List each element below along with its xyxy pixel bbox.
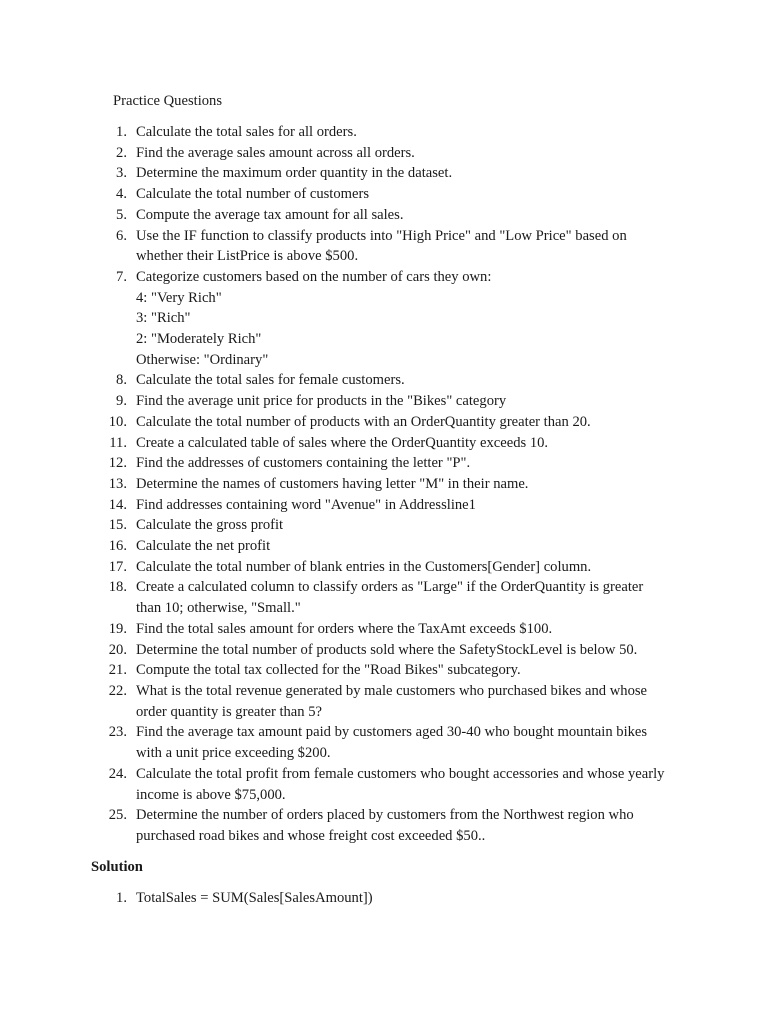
list-text: Create a calculated table of sales where the OrderQuantity exceeds 10. (136, 434, 549, 451)
list-text: Calculate the total sales for all orders. (136, 124, 357, 140)
question-item (0, 433, 670, 454)
question-item (0, 226, 670, 267)
list-text: Categorize customers based on the number of cars they own: (136, 268, 492, 285)
question-item (0, 163, 670, 184)
list-number: 16. (108, 538, 127, 555)
list-text: Use the IF function to classify products into "High Price" and "Low Price" based on whether their ListPrice is above $500. (136, 227, 627, 265)
list-number: 14. (108, 496, 127, 513)
list-number: 12. (108, 455, 127, 472)
list-number: 20. (108, 641, 127, 658)
list-text: Determine the total number of products sold where the SafetyStockLevel is below 50. (136, 641, 638, 658)
question-item (0, 619, 670, 640)
list-number: 18. (108, 579, 127, 596)
question-item (0, 391, 670, 412)
question-item (0, 412, 670, 433)
list-text: Calculate the total sales for female customers. (136, 372, 405, 389)
sub-item: 2: "Moderately Rich" (136, 331, 262, 348)
question-item (0, 453, 670, 474)
list-number: 11. (109, 434, 127, 451)
list-number: 4. (116, 186, 127, 203)
question-item (0, 495, 670, 516)
question-item (0, 764, 670, 805)
sub-item: 3: "Rich" (136, 310, 191, 327)
sub-item: 4: "Very Rich" (136, 289, 222, 306)
list-text: Find addresses containing word "Avenue" in Addressline1 (136, 496, 476, 513)
list-number: 8. (116, 372, 127, 389)
list-number: 3. (116, 165, 127, 182)
list-text: Create a calculated column to classify orders as "Large" if the OrderQuantity is greater than 10; otherwise, "Small." (136, 579, 644, 617)
solutions-list (0, 888, 670, 909)
list-text: Find the average sales amount across all orders. (136, 144, 415, 161)
list-text: Find the addresses of customers containing the letter "P". (136, 455, 471, 472)
list-text: Calculate the total number of blank entries in the Customers[Gender] column. (136, 558, 592, 575)
list-number: 25. (108, 807, 127, 824)
question-item (0, 205, 670, 226)
list-number: 17. (108, 558, 127, 575)
list-text: Calculate the total profit from female customers who bought accessories and whose yearly income is above $75,000. (136, 765, 665, 803)
question-item (0, 660, 670, 681)
question-item (0, 536, 670, 557)
list-text: Determine the names of customers having letter "M" in their name. (136, 475, 529, 492)
list-text: Calculate the total number of products with an OrderQuantity greater than 20. (136, 413, 591, 430)
question-item (0, 681, 670, 722)
question-item (0, 184, 670, 205)
question-item (0, 370, 670, 391)
list-text: Determine the maximum order quantity in the dataset. (136, 165, 453, 182)
list-number: 9. (116, 393, 127, 410)
list-text: Find the average tax amount paid by customers aged 30-40 who bought mountain bikes with a unit price exceeding $200. (136, 724, 648, 762)
sub-item: Otherwise: "Ordinary" (136, 351, 269, 368)
list-number: 19. (108, 620, 127, 637)
list-text: TotalSales = SUM(Sales[SalesAmount]) (136, 890, 373, 906)
list-number: 22. (108, 682, 127, 699)
question-item (0, 267, 670, 371)
list-text: Determine the number of orders placed by customers from the Northwest region who purchased road bikes and whose freight cost exceeded $50.. (136, 807, 634, 844)
list-text: Compute the total tax collected for the "Road Bikes" subcategory. (136, 662, 521, 679)
question-item (0, 122, 670, 143)
list-number: 5. (116, 206, 127, 223)
list-text: Calculate the gross profit (136, 517, 284, 534)
question-item (0, 722, 670, 763)
questions-list (0, 122, 670, 847)
list-text: Compute the average tax amount for all sales. (136, 206, 404, 223)
list-number: 10. (108, 413, 127, 430)
list-number: 13. (108, 475, 127, 492)
list-text: Calculate the total number of customers (136, 186, 370, 203)
question-item (0, 474, 670, 495)
page-title: Practice Questions (113, 93, 223, 109)
list-number: 1. (116, 124, 127, 140)
list-text: Calculate the net profit (136, 538, 271, 555)
list-number: 23. (108, 724, 127, 741)
question-item (0, 805, 670, 846)
list-number: 6. (116, 227, 127, 244)
question-item (0, 577, 670, 618)
list-number: 7. (116, 268, 127, 285)
question-item (0, 143, 670, 164)
list-number: 15. (108, 517, 127, 534)
question-item (0, 640, 670, 661)
solution-heading: Solution (91, 859, 143, 875)
list-number: 24. (108, 765, 127, 782)
solution-item (0, 888, 670, 909)
list-text: Find the average unit price for products in the "Bikes" category (136, 393, 507, 410)
list-number: 21. (108, 662, 127, 679)
list-number: 2. (116, 144, 127, 161)
question-item (0, 515, 670, 536)
list-text: What is the total revenue generated by male customers who purchased bikes and whose order quantity is greater than 5? (136, 682, 648, 720)
list-text: Find the total sales amount for orders where the TaxAmt exceeds $100. (136, 620, 553, 637)
list-number: 1. (116, 890, 127, 906)
question-item (0, 557, 670, 578)
